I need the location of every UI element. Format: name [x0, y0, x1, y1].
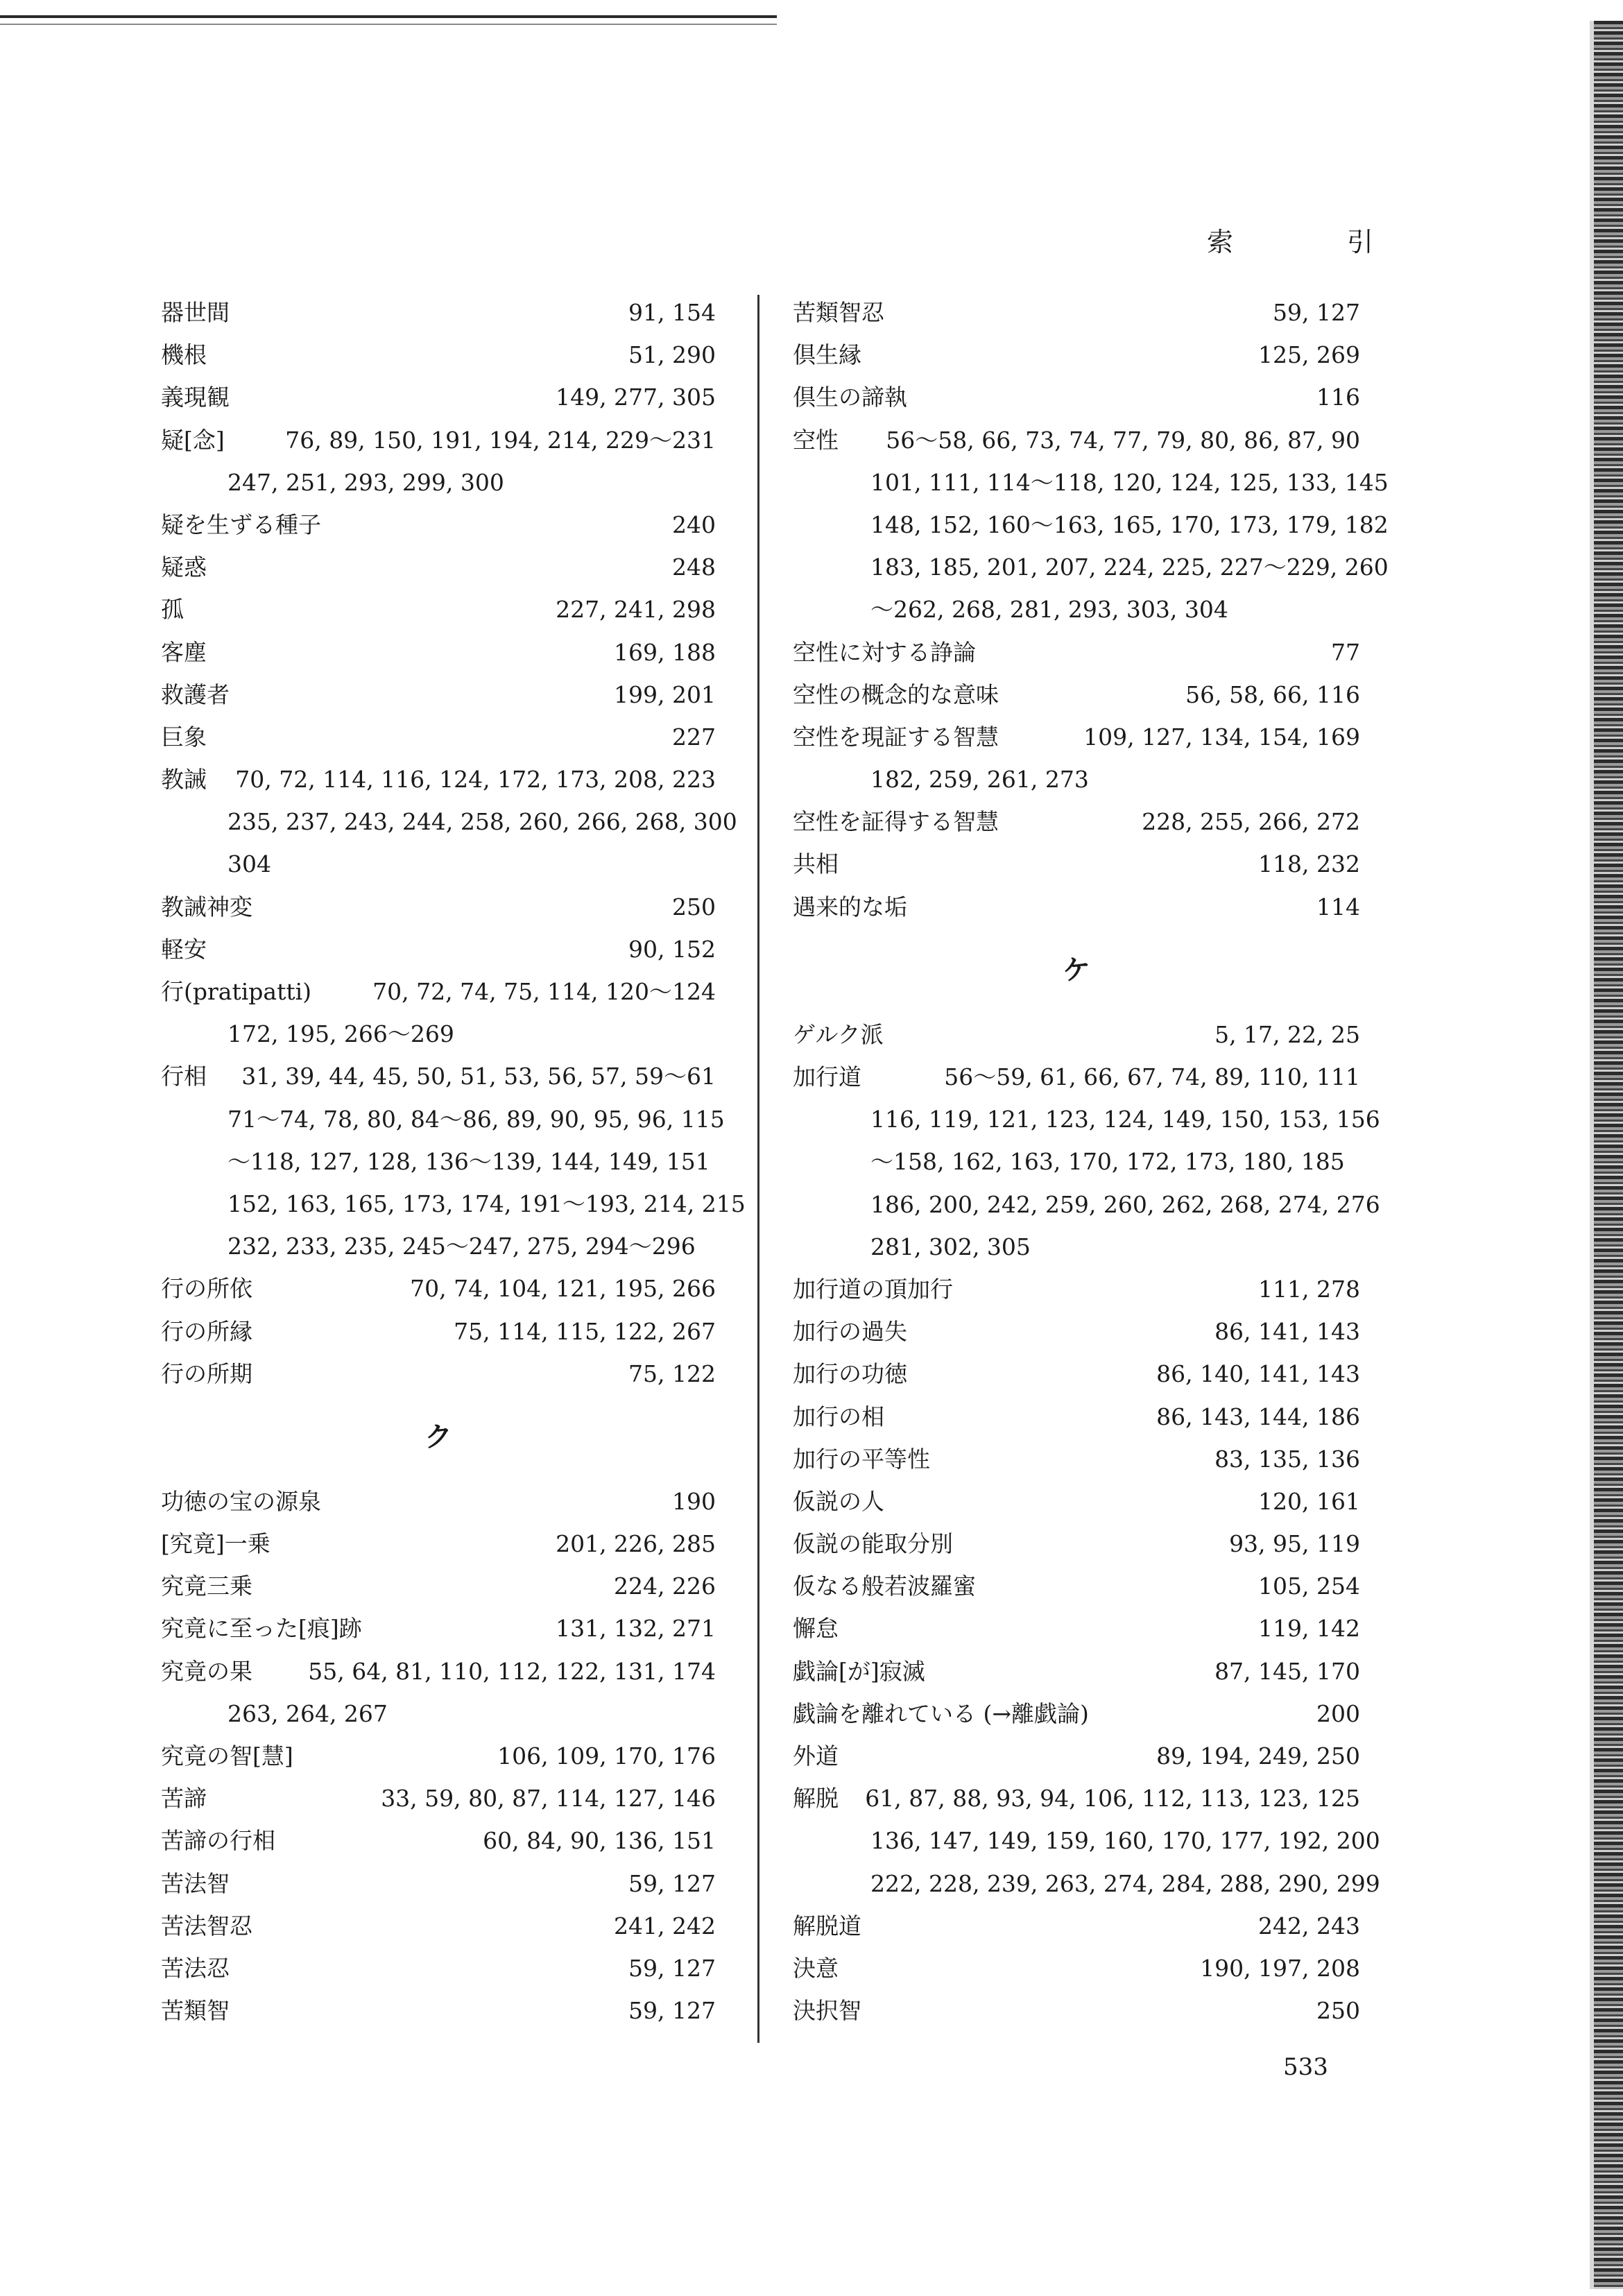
page-refs: 120, 161: [1258, 1487, 1360, 1515]
index-entry: [161, 588, 716, 631]
page-refs: 5, 17, 22, 25: [1214, 1020, 1360, 1048]
index-entry-continuation: [793, 1862, 1380, 1905]
page-refs: 77: [1331, 638, 1360, 666]
index-entry: [793, 800, 1360, 843]
index-entry: [161, 928, 716, 970]
index-term: 戯論を離れている (→離戯論): [793, 1699, 1089, 1727]
continued-page-refs: 116, 119, 121, 123, 124, 149, 150, 153, 156: [870, 1106, 1380, 1133]
page-number: 533: [1283, 2053, 1328, 2081]
page-refs: 76, 89, 150, 191, 194, 214, 229〜231: [285, 426, 716, 454]
page-refs: 86, 141, 143: [1214, 1318, 1360, 1346]
index-entry: [161, 1353, 716, 1395]
index-entry: [793, 1056, 1360, 1098]
page-refs: 248: [672, 554, 716, 581]
index-term: 究竟に至った[痕]跡: [161, 1615, 362, 1643]
page-refs: 70, 72, 74, 75, 114, 120〜124: [372, 978, 716, 1005]
index-term: 苦諦: [161, 1785, 207, 1813]
index-entry: [161, 376, 716, 418]
index-entry: [161, 1819, 716, 1862]
index-entry-continuation: [793, 1226, 1360, 1268]
page-refs: 56〜58, 66, 73, 74, 77, 79, 80, 86, 87, 90: [886, 426, 1360, 454]
index-term: 空性を現証する智慧: [793, 723, 999, 751]
page-refs: 169, 188: [614, 638, 716, 666]
page-refs: 109, 127, 134, 154, 169: [1083, 723, 1360, 751]
index-entry: [793, 1989, 1360, 2032]
index-entry-continuation: [161, 1098, 725, 1140]
page-refs: 31, 39, 44, 45, 50, 51, 53, 56, 57, 59〜61: [241, 1063, 716, 1090]
continued-page-refs: 281, 302, 305: [870, 1233, 1031, 1260]
index-entry: [161, 1777, 716, 1819]
index-term: 空性の概念的な意味: [793, 680, 999, 708]
continued-page-refs: 232, 233, 235, 245〜247, 275, 294〜296: [227, 1233, 696, 1260]
index-entry: [161, 1607, 716, 1650]
index-term: 解脱: [793, 1785, 839, 1813]
page-refs: 228, 255, 266, 272: [1142, 808, 1360, 836]
page-refs: 250: [672, 893, 716, 920]
continued-page-refs: 136, 147, 149, 159, 160, 170, 177, 192, 200: [870, 1827, 1380, 1855]
index-term: 加行道の頂加行: [793, 1275, 953, 1303]
index-entry-continuation: [793, 504, 1389, 546]
index-term: 究竟三乗: [161, 1573, 252, 1600]
index-term: 苦法智忍: [161, 1912, 252, 1939]
index-term: ゲルク派: [793, 1020, 884, 1048]
index-term: 加行の相: [793, 1403, 884, 1430]
section-heading: ケ: [1063, 954, 1090, 986]
index-entry: [793, 1310, 1360, 1353]
column-divider: [757, 295, 759, 2043]
index-entry: [793, 1013, 1360, 1056]
index-entry: [161, 291, 716, 334]
index-term: 客塵: [161, 638, 207, 666]
page-refs: 89, 194, 249, 250: [1156, 1742, 1360, 1770]
index-entry: [793, 376, 1360, 418]
index-entry-continuation: [161, 1693, 716, 1735]
index-term: 苦類智: [161, 1997, 230, 2025]
page-refs: 242, 243: [1258, 1912, 1360, 1939]
page-refs: 56, 58, 66, 116: [1185, 680, 1360, 708]
continued-page-refs: 152, 163, 165, 173, 174, 191〜193, 214, 215: [227, 1190, 746, 1217]
index-term: 疑惑: [161, 554, 207, 581]
index-entry: [161, 1862, 716, 1905]
top-rule: [0, 15, 777, 18]
page-refs: 33, 59, 80, 87, 114, 127, 146: [381, 1785, 716, 1813]
section-heading: ク: [424, 1421, 452, 1453]
index-term: 孤: [161, 596, 184, 624]
page-refs: 56〜59, 61, 66, 67, 74, 89, 110, 111: [944, 1063, 1360, 1090]
index-entry: [793, 1480, 1360, 1523]
index-term: 解脱道: [793, 1912, 861, 1939]
index-term: 教誡神変: [161, 893, 252, 920]
continued-page-refs: 172, 195, 266〜269: [227, 1020, 454, 1048]
index-term: 懈怠: [793, 1615, 839, 1643]
page-refs: 83, 135, 136: [1214, 1445, 1360, 1473]
index-term: 究竟の果: [161, 1657, 252, 1685]
index-entry-continuation: [793, 1183, 1380, 1226]
index-entry: [161, 334, 716, 376]
index-entry: [793, 1735, 1360, 1777]
index-entry: [793, 1905, 1360, 1947]
index-entry: [161, 970, 716, 1013]
page-refs: 200: [1316, 1699, 1360, 1727]
continued-page-refs: 182, 259, 261, 273: [870, 766, 1089, 794]
index-term: 空性に対する諍論: [793, 638, 976, 666]
page-refs: 59, 127: [628, 1997, 716, 2025]
index-term: 機根: [161, 341, 207, 369]
index-term: 空性を証得する智慧: [793, 808, 999, 836]
index-entry: [793, 631, 1360, 674]
page-refs: 70, 72, 114, 116, 124, 172, 173, 208, 223: [235, 766, 716, 794]
page-refs: 51, 290: [628, 341, 716, 369]
index-entry: [161, 1735, 716, 1777]
index-term: 究竟の智[慧]: [161, 1742, 293, 1770]
page-refs: 86, 140, 141, 143: [1156, 1360, 1360, 1388]
index-entry: [793, 1947, 1360, 1989]
page-refs: 60, 84, 90, 136, 151: [483, 1827, 716, 1855]
index-term: 外道: [793, 1742, 839, 1770]
continued-page-refs: 71〜74, 78, 80, 84〜86, 89, 90, 95, 96, 115: [227, 1105, 725, 1133]
index-term: 疑を生ずる種子: [161, 511, 321, 538]
continued-page-refs: 304: [227, 850, 271, 878]
continued-page-refs: 222, 228, 239, 263, 274, 284, 288, 290, 299: [870, 1869, 1380, 1897]
page-refs: 87, 145, 170: [1214, 1657, 1360, 1685]
index-entry: [793, 1523, 1360, 1565]
index-term: 苦類智忍: [793, 299, 884, 326]
page-refs: 59, 127: [1273, 299, 1360, 326]
top-rule-shadow: [0, 24, 777, 25]
index-entry: [793, 1650, 1360, 1693]
index-entry-continuation: [161, 1183, 746, 1225]
index-entry: [793, 1353, 1360, 1395]
index-term: 空性: [793, 426, 839, 454]
index-term: 仮なる般若波羅蜜: [793, 1573, 976, 1600]
index-entry: [793, 843, 1360, 885]
page-refs: 75, 114, 115, 122, 267: [454, 1317, 716, 1345]
index-term: 疑[念]: [161, 426, 225, 454]
header-char-2: 引: [1346, 227, 1373, 257]
index-entry: [793, 1565, 1360, 1607]
continued-page-refs: 〜262, 268, 281, 293, 303, 304: [870, 596, 1228, 624]
index-term: [究竟]一乗: [161, 1530, 270, 1558]
index-term: 行の所期: [161, 1360, 252, 1387]
index-term: 決択智: [793, 1997, 861, 2025]
index-entry-continuation: [793, 588, 1360, 631]
index-entry: [161, 1989, 716, 2032]
page-refs: 86, 143, 144, 186: [1156, 1403, 1360, 1430]
page-refs: 190: [672, 1487, 716, 1515]
index-term: 加行道: [793, 1063, 861, 1090]
page-refs: 227: [672, 723, 716, 751]
continued-page-refs: 235, 237, 243, 244, 258, 260, 266, 268, 300: [227, 808, 737, 836]
page-refs: 240: [672, 511, 716, 538]
index-term: 遇来的な垢: [793, 893, 907, 920]
index-term: 仮説の能取分別: [793, 1530, 953, 1558]
running-header: [1207, 221, 1373, 259]
index-entry: [161, 1523, 716, 1565]
page-refs: 106, 109, 170, 176: [497, 1742, 716, 1770]
page-refs: 149, 277, 305: [556, 384, 716, 411]
continued-page-refs: 101, 111, 114〜118, 120, 124, 125, 133, 145: [870, 468, 1389, 496]
page-refs: 190, 197, 208: [1200, 1954, 1360, 1982]
page-refs: 250: [1316, 1997, 1360, 2025]
index-term: 決意: [793, 1954, 839, 1982]
index-entry: [161, 1055, 716, 1097]
index-entry: [793, 1438, 1360, 1480]
index-column-right: [793, 291, 1389, 2032]
index-entry: [161, 546, 716, 588]
index-term: 軽安: [161, 935, 207, 963]
index-entry: [161, 1565, 716, 1607]
page-refs: 59, 127: [628, 1954, 716, 1982]
page-refs: 55, 64, 81, 110, 112, 122, 131, 174: [308, 1657, 716, 1685]
index-entry-continuation: [161, 461, 716, 504]
page-refs: 119, 142: [1258, 1615, 1360, 1643]
page-refs: 199, 201: [614, 680, 716, 708]
index-entry: [793, 334, 1360, 376]
index-entry: [793, 716, 1360, 758]
page-refs: 224, 226: [614, 1573, 716, 1600]
index-entry: [161, 758, 716, 800]
index-entry-continuation: [161, 1013, 716, 1055]
index-term: 行の所縁: [161, 1317, 252, 1345]
continued-page-refs: 〜118, 127, 128, 136〜139, 144, 149, 151: [227, 1147, 710, 1175]
index-entry-continuation: [161, 1140, 716, 1183]
index-term: 行の所依: [161, 1275, 252, 1303]
index-term: 加行の過失: [793, 1318, 907, 1346]
page-refs: 125, 269: [1258, 341, 1360, 369]
index-entry: [161, 1480, 716, 1523]
index-entry: [161, 886, 716, 928]
page-refs: 59, 127: [628, 1869, 716, 1897]
index-entry-continuation: [793, 461, 1389, 504]
index-term: 倶生の諦執: [793, 384, 907, 411]
continued-page-refs: 247, 251, 293, 299, 300: [227, 468, 504, 496]
index-term: 行相: [161, 1063, 207, 1090]
index-entry: [161, 1905, 716, 1947]
index-entry-continuation: [161, 1225, 716, 1267]
index-term: 義現観: [161, 384, 230, 411]
continued-page-refs: 183, 185, 201, 207, 224, 225, 227〜229, 260: [870, 554, 1389, 581]
index-term: 共相: [793, 850, 839, 878]
page-refs: 241, 242: [614, 1912, 716, 1939]
index-entry: [793, 1607, 1360, 1650]
index-entry: [793, 291, 1360, 334]
index-term: 苦法智: [161, 1869, 230, 1897]
index-entry-continuation: [793, 546, 1389, 588]
page-refs: 118, 232: [1258, 850, 1360, 878]
index-entry: [793, 1396, 1360, 1438]
index-term: 仮説の人: [793, 1487, 884, 1515]
index-term: 教誡: [161, 766, 207, 794]
index-term: 戯論[が]寂滅: [793, 1657, 925, 1685]
index-entry-continuation: [793, 1098, 1380, 1140]
page-refs: 105, 254: [1258, 1573, 1360, 1600]
index-term: 救護者: [161, 680, 230, 708]
index-entry: [161, 1310, 716, 1353]
page-refs: 93, 95, 119: [1229, 1530, 1360, 1558]
index-entry-continuation: [161, 843, 716, 885]
index-entry-continuation: [161, 800, 737, 843]
continued-page-refs: 148, 152, 160〜163, 165, 170, 173, 179, 182: [870, 511, 1389, 538]
page-refs: 114: [1316, 893, 1360, 920]
index-entry: [161, 1267, 716, 1310]
index-term: 加行の功徳: [793, 1360, 907, 1388]
index-term: 器世間: [161, 299, 230, 326]
index-entry: [161, 1650, 716, 1693]
index-entry: [161, 504, 716, 546]
page-refs: 61, 87, 88, 93, 94, 106, 112, 113, 123, 125: [865, 1785, 1360, 1813]
page-refs: 70, 74, 104, 121, 195, 266: [410, 1275, 716, 1303]
index-term: 行(pratipatti): [161, 978, 312, 1005]
index-column-left: [161, 291, 746, 2032]
page-refs: 91, 154: [628, 299, 716, 326]
index-term: 功徳の宝の源泉: [161, 1487, 321, 1515]
index-entry: [161, 1947, 716, 1989]
page-refs: 90, 152: [628, 935, 716, 963]
index-entry: [793, 1693, 1360, 1735]
index-term: 巨象: [161, 723, 207, 751]
index-entry: [793, 1777, 1360, 1819]
index-entry: [793, 1268, 1360, 1310]
page-refs: 75, 122: [628, 1360, 716, 1387]
page-refs: 131, 132, 271: [556, 1615, 716, 1643]
index-term: 加行の平等性: [793, 1445, 930, 1473]
binding-edge: [1594, 21, 1623, 2289]
page-refs: 116: [1316, 384, 1360, 411]
continued-page-refs: 186, 200, 242, 259, 260, 262, 268, 274, 276: [870, 1190, 1380, 1218]
index-term: 苦諦の行相: [161, 1827, 275, 1855]
page-refs: 201, 226, 285: [556, 1530, 716, 1558]
continued-page-refs: 263, 264, 267: [227, 1699, 388, 1727]
index-entry: [161, 419, 716, 461]
continued-page-refs: 〜158, 162, 163, 170, 172, 173, 180, 185: [870, 1148, 1345, 1176]
index-entry-continuation: [793, 1140, 1360, 1183]
index-entry: [161, 674, 716, 716]
index-term: 苦法忍: [161, 1954, 230, 1982]
index-entry-continuation: [793, 1819, 1380, 1862]
index-entry: [793, 674, 1360, 716]
page-refs: 227, 241, 298: [556, 596, 716, 624]
header-char-1: 索: [1207, 227, 1234, 257]
index-entry: [793, 886, 1360, 928]
page-refs: 111, 278: [1258, 1275, 1360, 1303]
index-entry: [161, 716, 716, 758]
index-entry: [161, 631, 716, 674]
index-entry: [793, 419, 1360, 461]
index-entry-continuation: [793, 758, 1360, 800]
index-term: 倶生縁: [793, 341, 861, 369]
